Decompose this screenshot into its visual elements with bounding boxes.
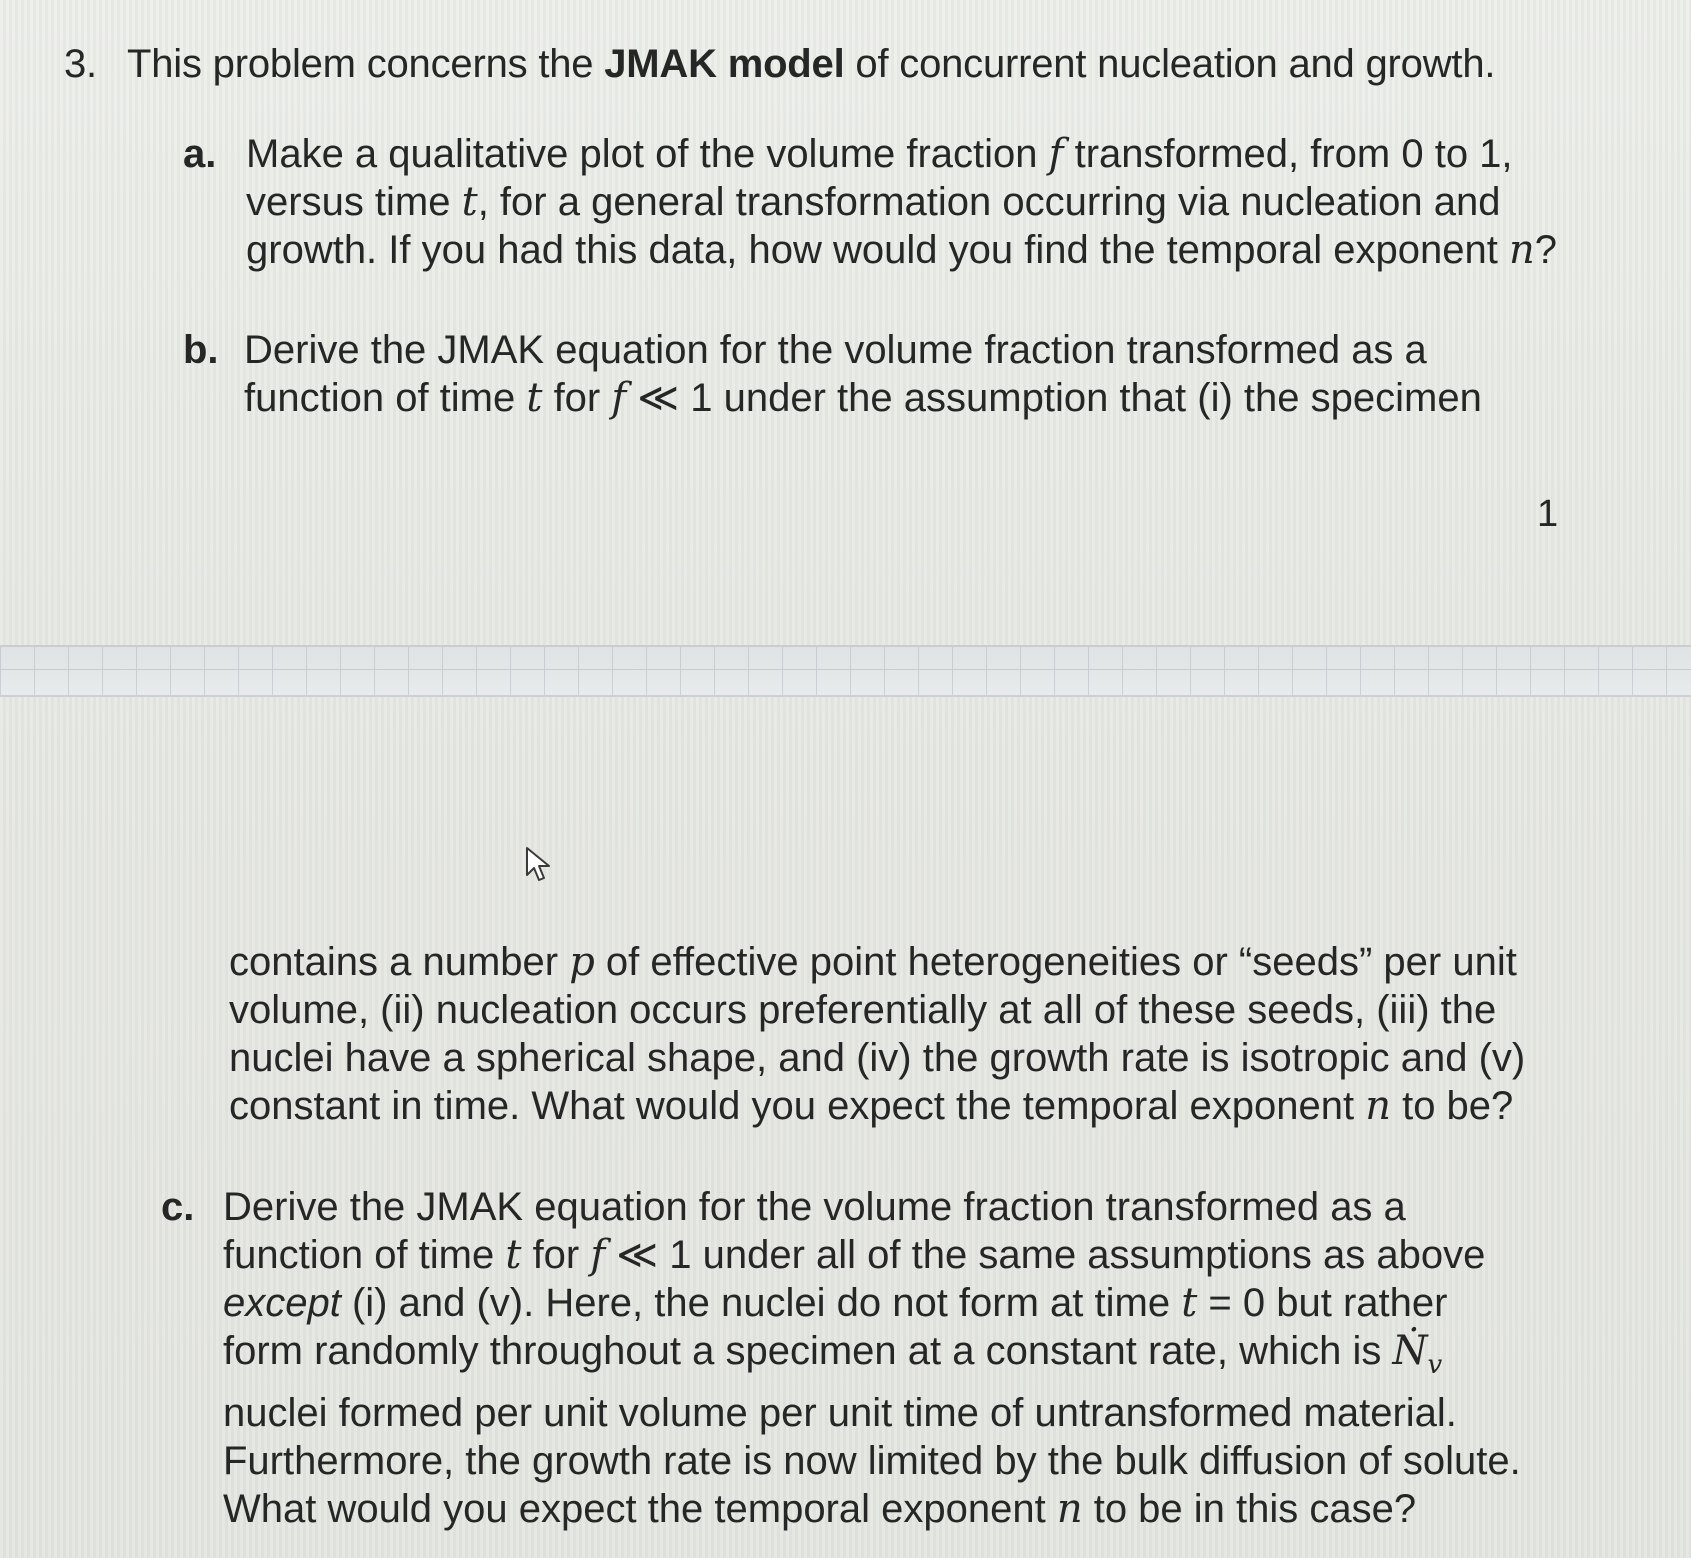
jmak-model-term: JMAK model bbox=[604, 42, 845, 86]
mouse-pointer-icon bbox=[524, 845, 556, 885]
part-a-label: a. bbox=[183, 132, 217, 176]
part-a-line-3: growth. If you had this data, how would you find the temporal exponent n? bbox=[246, 227, 1558, 273]
part-c-line-5: nuclei formed per unit volume per unit time of untransformed material. bbox=[223, 1391, 1457, 1435]
part-c-text bbox=[223, 1183, 1521, 1533]
page-break bbox=[0, 645, 1691, 697]
part-c-line-7: What would you expect the temporal exponent n to be in this case? bbox=[223, 1486, 1417, 1532]
part-b-cont-line-3: nuclei have a spherical shape, and (iv) the growth rate is isotropic and (v) bbox=[229, 1036, 1526, 1080]
part-b-text bbox=[244, 326, 1482, 422]
part-a-line-2: versus time t, for a general transformation occurring via nucleation and bbox=[246, 179, 1501, 225]
part-a-line-1: Make a qualitative plot of the volume fraction f transformed, from 0 to 1, bbox=[246, 131, 1513, 177]
question-number: 3. bbox=[64, 42, 97, 86]
part-c-line-1: Derive the JMAK equation for the volume fraction transformed as a bbox=[223, 1185, 1406, 1229]
part-a-text bbox=[246, 130, 1557, 274]
part-b-line-1: Derive the JMAK equation for the volume fraction transformed as a bbox=[244, 328, 1427, 372]
part-b-cont-line-1: contains a number p of effective point heterogeneities or “seeds” per unit bbox=[229, 939, 1517, 985]
part-c-line-6: Furthermore, the growth rate is now limited by the bulk diffusion of solute. bbox=[223, 1439, 1521, 1483]
part-c-line-3: except (i) and (v). Here, the nuclei do not form at time t = 0 but rather bbox=[223, 1280, 1448, 1326]
part-b-continuation bbox=[229, 938, 1525, 1130]
page-break-line bbox=[0, 669, 1691, 670]
part-c-line-2: function of time t for f ≪ 1 under all of the same assumptions as above bbox=[223, 1232, 1486, 1278]
page-number: 1 bbox=[1537, 493, 1559, 535]
part-b-line-2: function of time t for f ≪ 1 under the assumption that (i) the specimen bbox=[244, 375, 1482, 421]
part-b-cont-line-4: constant in time. What would you expect the temporal exponent n to be? bbox=[229, 1083, 1514, 1129]
part-b-cont-line-2: volume, (ii) nucleation occurs preferentially at all of these seeds, (iii) the bbox=[229, 988, 1497, 1032]
part-b-label: b. bbox=[183, 328, 219, 372]
question-stem: This problem concerns the JMAK model of concurrent nucleation and growth. bbox=[127, 42, 1496, 86]
part-c-label: c. bbox=[161, 1185, 195, 1229]
part-c-line-4: form randomly throughout a specimen at a constant rate, which is Ṅ$_v$ bbox=[223, 1328, 1443, 1380]
